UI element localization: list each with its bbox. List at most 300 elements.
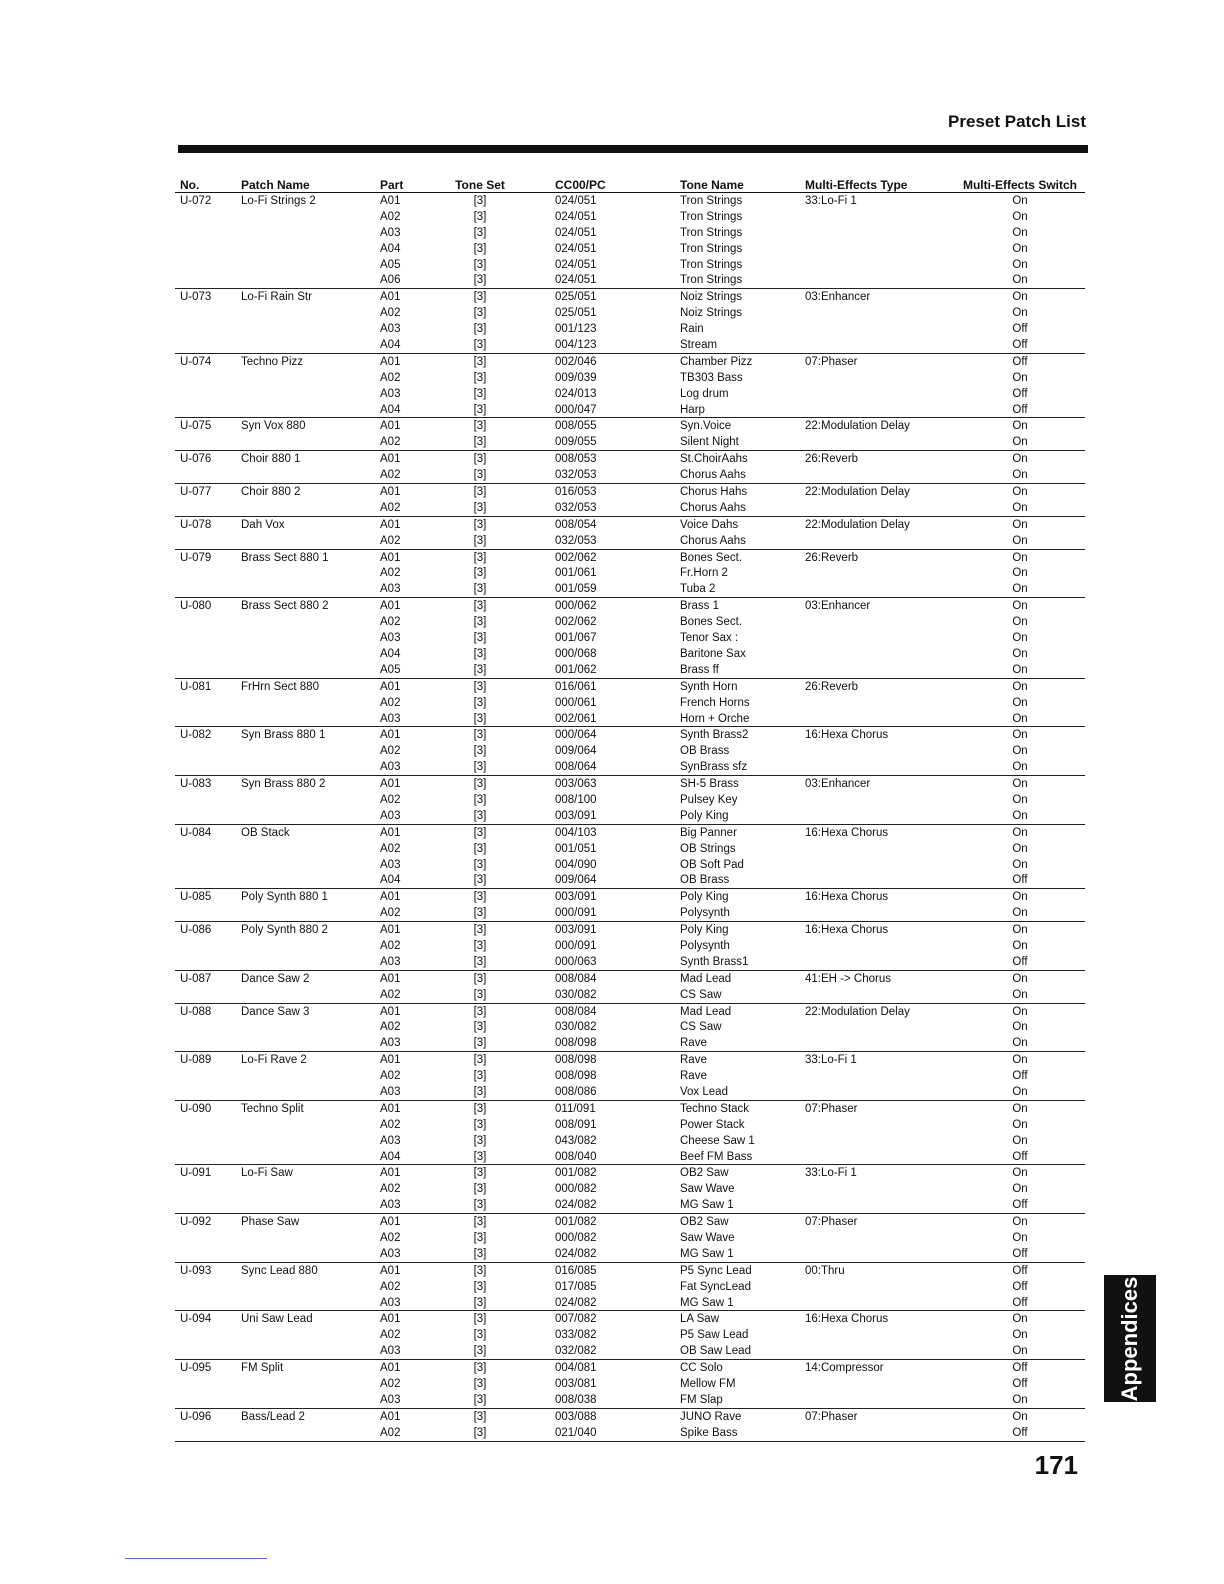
tone-name: French Horns	[680, 696, 750, 709]
tone-name: Tuba 2	[680, 583, 716, 596]
fx-switch: On	[1012, 195, 1028, 207]
table-row	[175, 825, 1085, 841]
part: A01	[380, 1054, 401, 1067]
table-row	[175, 533, 1085, 550]
fx-type: 33:Lo-Fi 1	[805, 195, 857, 207]
table-row	[175, 500, 1085, 517]
fx-type: 14:Compressor	[805, 1362, 884, 1375]
tone-name: Synth Horn	[680, 680, 738, 693]
fx-switch: On	[1012, 600, 1028, 613]
patch-number: U-091	[180, 1167, 212, 1180]
cc-pc: 008/084	[555, 1005, 597, 1018]
part: A01	[380, 551, 401, 564]
tone-name: Tron Strings	[680, 258, 743, 271]
table-row	[175, 776, 1085, 792]
fx-switch: On	[1012, 858, 1028, 871]
part: A03	[380, 583, 401, 596]
table-row	[175, 905, 1085, 922]
table-row	[175, 808, 1085, 825]
patch-number: U-080	[180, 600, 212, 613]
fx-switch: On	[1012, 616, 1028, 629]
fx-type: 16:Hexa Chorus	[805, 1313, 889, 1326]
patch-number: U-072	[180, 195, 212, 207]
cc-pc: 001/051	[555, 842, 597, 855]
patch-number: U-096	[180, 1410, 212, 1423]
tone-name: SynBrass sfz	[680, 761, 748, 774]
tone-set: [3]	[473, 210, 487, 223]
tone-name: Mad Lead	[680, 1005, 732, 1018]
patch-number: U-088	[180, 1005, 212, 1018]
table-row	[175, 1149, 1085, 1166]
cc-pc: 001/059	[555, 583, 597, 596]
part: A01	[380, 778, 401, 791]
fx-type: 26:Reverb	[805, 551, 859, 564]
cc-pc: 024/051	[555, 226, 597, 239]
fx-switch: On	[1012, 1118, 1028, 1131]
tone-name: Poly King	[680, 809, 729, 822]
part: A01	[380, 420, 401, 433]
fx-type: 07:Phaser	[805, 1216, 858, 1229]
table-row	[175, 872, 1085, 889]
appendices-label: Appendices	[1117, 1276, 1142, 1401]
tone-set: [3]	[473, 988, 487, 1001]
table-row	[175, 1295, 1085, 1312]
table-row	[175, 1246, 1085, 1263]
fx-type: 07:Phaser	[805, 1410, 858, 1423]
tone-name: Poly King	[680, 891, 729, 904]
part: A05	[380, 258, 401, 271]
tone-set: [3]	[473, 663, 487, 676]
fx-switch: On	[1012, 583, 1028, 596]
cc-pc: 016/085	[555, 1264, 597, 1277]
tone-name: Fat SyncLead	[680, 1280, 751, 1293]
tone-name: JUNO Rave	[680, 1410, 742, 1423]
fx-switch: Off	[1012, 1378, 1028, 1391]
fx-type: 33:Lo-Fi 1	[805, 1167, 857, 1180]
fx-switch: On	[1012, 420, 1028, 433]
tone-name: Log drum	[680, 387, 729, 400]
patch-name: Techno Pizz	[241, 355, 304, 368]
fx-type: 16:Hexa Chorus	[805, 826, 889, 839]
table-row	[175, 550, 1085, 566]
fx-switch: On	[1012, 826, 1028, 839]
fx-type: 33:Lo-Fi 1	[805, 1054, 857, 1067]
fx-type: 03:Enhancer	[805, 778, 871, 791]
cc-pc: 004/090	[555, 858, 597, 871]
fx-type: 22:Modulation Delay	[805, 1005, 910, 1018]
cc-pc: 032/053	[555, 501, 597, 514]
cc-pc: 000/062	[555, 600, 597, 613]
table-row	[175, 1392, 1085, 1409]
cc-pc: 008/054	[555, 518, 597, 531]
part: A02	[380, 436, 401, 449]
fx-switch: On	[1012, 501, 1028, 514]
tone-set: [3]	[473, 858, 487, 871]
fx-switch: On	[1012, 486, 1028, 499]
patch-number: U-074	[180, 355, 212, 368]
tone-set: [3]	[473, 1150, 487, 1163]
tone-set: [3]	[473, 453, 487, 466]
cc-pc: 024/051	[555, 258, 597, 271]
cc-pc: 000/068	[555, 647, 597, 660]
patch-number: U-081	[180, 680, 212, 693]
part: A02	[380, 907, 401, 920]
tone-name: Chamber Pizz	[680, 355, 753, 368]
part: A02	[380, 616, 401, 629]
part: A02	[380, 307, 401, 320]
tone-name: Horn + Orche	[680, 712, 750, 725]
cc-pc: 000/091	[555, 907, 597, 920]
cc-pc: 032/053	[555, 469, 597, 482]
fx-switch: Off	[1012, 1426, 1028, 1439]
tone-name: MG Saw 1	[680, 1247, 734, 1260]
fx-switch: On	[1012, 745, 1028, 758]
patch-name: Brass Sect 880 1	[241, 551, 329, 564]
tone-set: [3]	[473, 339, 487, 352]
table-row	[175, 695, 1085, 711]
fx-switch: Off	[1012, 1296, 1028, 1309]
tone-name: Tenor Sax :	[680, 632, 739, 645]
cc-pc: 008/055	[555, 420, 597, 433]
table-row	[175, 1311, 1085, 1327]
patch-number: U-084	[180, 826, 212, 839]
part: A02	[380, 567, 401, 580]
fx-switch: On	[1012, 972, 1028, 985]
tone-name: Voice Dahs	[680, 518, 739, 531]
fx-switch: On	[1012, 226, 1028, 239]
patch-number: U-077	[180, 486, 212, 499]
table-row	[175, 193, 1085, 209]
patch-number: U-075	[180, 420, 212, 433]
fx-switch: On	[1012, 567, 1028, 580]
patch-number: U-092	[180, 1216, 212, 1229]
patch-name: Uni Saw Lead	[241, 1313, 313, 1326]
table-row	[175, 257, 1085, 273]
tone-name: P5 Saw Lead	[680, 1329, 749, 1342]
fx-type: 22:Modulation Delay	[805, 518, 910, 531]
table-row	[175, 857, 1085, 873]
fx-switch: On	[1012, 469, 1028, 482]
table-row	[175, 1004, 1085, 1020]
tone-name: P5 Sync Lead	[680, 1264, 752, 1277]
tone-set: [3]	[473, 1085, 487, 1098]
patch-name: Lo-Fi Saw	[241, 1167, 293, 1180]
tone-set: [3]	[473, 729, 487, 742]
tone-name: Saw Wave	[680, 1232, 735, 1244]
table-row	[175, 402, 1085, 419]
patch-name: Lo-Fi Rain Str	[241, 291, 312, 304]
table-row	[175, 1165, 1085, 1181]
table-row	[175, 305, 1085, 321]
fx-switch: On	[1012, 1005, 1028, 1018]
tone-set: [3]	[473, 809, 487, 822]
cc-pc: 024/082	[555, 1296, 597, 1309]
fx-switch: Off	[1012, 1280, 1028, 1293]
tone-set: [3]	[473, 632, 487, 645]
part: A02	[380, 1378, 401, 1391]
tone-set: [3]	[473, 778, 487, 791]
cc-pc: 025/051	[555, 307, 597, 320]
tone-set: [3]	[473, 939, 487, 952]
table-row	[175, 1343, 1085, 1360]
table-row	[175, 1181, 1085, 1197]
table-row	[175, 370, 1085, 386]
table-row	[175, 1068, 1085, 1084]
fx-switch: On	[1012, 1329, 1028, 1342]
tone-set: [3]	[473, 1216, 487, 1229]
part: A02	[380, 1280, 401, 1293]
cc-pc: 001/061	[555, 567, 597, 580]
cc-pc: 003/081	[555, 1378, 597, 1391]
tone-name: TB303 Bass	[680, 371, 743, 384]
tone-name: CS Saw	[680, 1021, 722, 1034]
tone-name: Beef FM Bass	[680, 1150, 753, 1163]
cc-pc: 032/082	[555, 1345, 597, 1358]
tone-set: [3]	[473, 258, 487, 271]
header-part: Part	[380, 178, 404, 192]
cc-pc: 024/082	[555, 1199, 597, 1212]
part: A02	[380, 842, 401, 855]
tone-name: Big Panner	[680, 826, 737, 839]
fx-type: 16:Hexa Chorus	[805, 729, 889, 742]
fx-switch: On	[1012, 729, 1028, 742]
part: A01	[380, 1264, 401, 1277]
decorative-line	[125, 1558, 267, 1559]
fx-switch: On	[1012, 778, 1028, 791]
tone-name: Rain	[680, 323, 704, 336]
cc-pc: 016/061	[555, 680, 597, 693]
part: A02	[380, 696, 401, 709]
tone-set: [3]	[473, 647, 487, 660]
tone-set: [3]	[473, 1393, 487, 1406]
tone-set: [3]	[473, 1232, 487, 1244]
tone-set: [3]	[473, 826, 487, 839]
cc-pc: 021/040	[555, 1426, 597, 1439]
part: A04	[380, 874, 401, 887]
table-row	[175, 954, 1085, 971]
fx-switch: On	[1012, 1183, 1028, 1196]
cc-pc: 011/091	[555, 1102, 596, 1115]
table-row	[175, 922, 1085, 938]
table-row	[175, 517, 1085, 533]
tone-name: Noiz Strings	[680, 307, 742, 320]
tone-name: Synth Brass1	[680, 955, 749, 968]
patch-name: FrHrn Sect 880	[241, 680, 319, 693]
patch-number: U-078	[180, 518, 212, 531]
fx-switch: On	[1012, 761, 1028, 774]
tone-name: Poly King	[680, 924, 729, 937]
cc-pc: 007/082	[555, 1313, 597, 1326]
fx-switch: On	[1012, 663, 1028, 676]
tone-name: Bones Sect.	[680, 551, 743, 564]
tone-set: [3]	[473, 1167, 487, 1180]
patch-number: U-083	[180, 778, 212, 791]
tone-set: [3]	[473, 1362, 487, 1375]
tone-name: OB Brass	[680, 745, 730, 758]
tone-name: Noiz Strings	[680, 291, 742, 304]
cc-pc: 008/091	[555, 1118, 597, 1131]
cc-pc: 009/039	[555, 371, 597, 384]
fx-switch: On	[1012, 436, 1028, 449]
patch-name: Syn Brass 880 1	[241, 729, 326, 742]
fx-switch: On	[1012, 1216, 1028, 1229]
tone-set: [3]	[473, 955, 487, 968]
fx-type: 07:Phaser	[805, 1102, 858, 1115]
tone-name: Cheese Saw 1	[680, 1134, 755, 1147]
cc-pc: 003/063	[555, 778, 597, 791]
part: A04	[380, 1150, 401, 1163]
tone-set: [3]	[473, 486, 487, 499]
patch-number: U-095	[180, 1362, 212, 1375]
cc-pc: 001/067	[555, 632, 597, 645]
tone-set: [3]	[473, 1410, 487, 1423]
table-row	[175, 1409, 1085, 1425]
fx-switch: Off	[1012, 1150, 1028, 1163]
table-row	[175, 565, 1085, 581]
tone-name: Techno Stack	[680, 1102, 750, 1115]
part: A02	[380, 1070, 401, 1083]
page-title: Preset Patch List	[948, 112, 1086, 131]
patch-number: U-090	[180, 1102, 212, 1115]
part: A03	[380, 387, 401, 400]
cc-pc: 002/061	[555, 712, 597, 725]
cc-pc: 008/064	[555, 761, 597, 774]
tone-set: [3]	[473, 907, 487, 920]
fx-switch: On	[1012, 1037, 1028, 1050]
tone-set: [3]	[473, 680, 487, 693]
fx-type: 00:Thru	[805, 1264, 845, 1277]
fx-switch: On	[1012, 274, 1028, 287]
cc-pc: 000/064	[555, 729, 597, 742]
fx-switch: On	[1012, 907, 1028, 920]
tone-set: [3]	[473, 518, 487, 531]
part: A03	[380, 1247, 401, 1260]
fx-switch: Off	[1012, 339, 1028, 352]
table-row	[175, 889, 1085, 905]
tone-name: OB2 Saw	[680, 1167, 729, 1180]
fx-switch: On	[1012, 1410, 1028, 1423]
tone-name: Tron Strings	[680, 210, 743, 223]
fx-switch: On	[1012, 988, 1028, 1001]
tone-name: CC Solo	[680, 1362, 723, 1375]
table-row	[175, 1117, 1085, 1133]
fx-type: 16:Hexa Chorus	[805, 924, 889, 937]
table-row	[175, 727, 1085, 743]
table-row	[175, 1327, 1085, 1343]
preset-patch-table	[175, 176, 1085, 1442]
table-row	[175, 225, 1085, 241]
tone-set: [3]	[473, 874, 487, 887]
table-row	[175, 1230, 1085, 1246]
part: A05	[380, 663, 401, 676]
tone-name: Vox Lead	[680, 1085, 728, 1098]
table-row	[175, 971, 1085, 987]
patch-name: Sync Lead 880	[241, 1264, 318, 1277]
cc-pc: 009/064	[555, 745, 597, 758]
tone-name: Stream	[680, 339, 718, 352]
fx-switch: On	[1012, 1313, 1028, 1326]
tone-set: [3]	[473, 1378, 487, 1391]
tone-name: Saw Wave	[680, 1183, 735, 1196]
tone-set: [3]	[473, 1021, 487, 1034]
header-no: No.	[180, 178, 200, 192]
part: A04	[380, 242, 401, 255]
tone-name: OB Soft Pad	[680, 858, 744, 871]
tone-name: OB Saw Lead	[680, 1345, 751, 1358]
fx-type: 26:Reverb	[805, 453, 859, 466]
patch-name: Phase Saw	[241, 1216, 300, 1229]
part: A02	[380, 793, 401, 806]
cc-pc: 004/123	[555, 339, 597, 352]
tone-name: FM Slap	[680, 1393, 723, 1406]
fx-switch: Off	[1012, 387, 1028, 400]
table-row	[175, 451, 1085, 467]
cc-pc: 024/051	[555, 195, 597, 207]
cc-pc: 000/091	[555, 939, 597, 952]
tone-set: [3]	[473, 891, 487, 904]
tone-set: [3]	[473, 600, 487, 613]
part: A01	[380, 1167, 401, 1180]
tone-name: Mellow FM	[680, 1378, 736, 1391]
patch-name: Poly Synth 880 2	[241, 924, 328, 937]
part: A01	[380, 1313, 401, 1326]
tone-set: [3]	[473, 291, 487, 304]
part: A02	[380, 1183, 401, 1196]
table-row	[175, 987, 1085, 1004]
table-row	[175, 1019, 1085, 1035]
cc-pc: 002/046	[555, 355, 597, 368]
part: A02	[380, 469, 401, 482]
fx-switch: On	[1012, 632, 1028, 645]
cc-pc: 025/051	[555, 291, 597, 304]
tone-set: [3]	[473, 793, 487, 806]
part: A01	[380, 355, 401, 368]
part: A01	[380, 891, 401, 904]
part: A01	[380, 486, 401, 499]
part: A04	[380, 647, 401, 660]
table-row	[175, 354, 1085, 370]
tone-set: [3]	[473, 420, 487, 433]
tone-set: [3]	[473, 195, 487, 207]
patch-number: U-087	[180, 972, 212, 985]
patch-name: Poly Synth 880 1	[241, 891, 328, 904]
cc-pc: 030/082	[555, 988, 597, 1001]
table-row	[175, 241, 1085, 257]
cc-pc: 008/086	[555, 1085, 597, 1098]
patch-number: U-085	[180, 891, 212, 904]
table-row	[175, 484, 1085, 500]
tone-set: [3]	[473, 226, 487, 239]
cc-pc: 002/062	[555, 616, 597, 629]
table-row	[175, 272, 1085, 289]
tone-name: Bones Sect.	[680, 616, 743, 629]
cc-pc: 003/091	[555, 924, 597, 937]
header-rule	[178, 145, 1088, 153]
table-row	[175, 1279, 1085, 1295]
table-row	[175, 1133, 1085, 1149]
tone-set: [3]	[473, 842, 487, 855]
tone-set: [3]	[473, 972, 487, 985]
tone-set: [3]	[473, 567, 487, 580]
part: A01	[380, 972, 401, 985]
tone-set: [3]	[473, 1426, 487, 1439]
patch-name: Techno Split	[241, 1102, 304, 1115]
part: A01	[380, 291, 401, 304]
cc-pc: 009/064	[555, 874, 597, 887]
cc-pc: 008/100	[555, 793, 597, 806]
fx-switch: On	[1012, 1021, 1028, 1034]
patch-name: OB Stack	[241, 826, 290, 839]
